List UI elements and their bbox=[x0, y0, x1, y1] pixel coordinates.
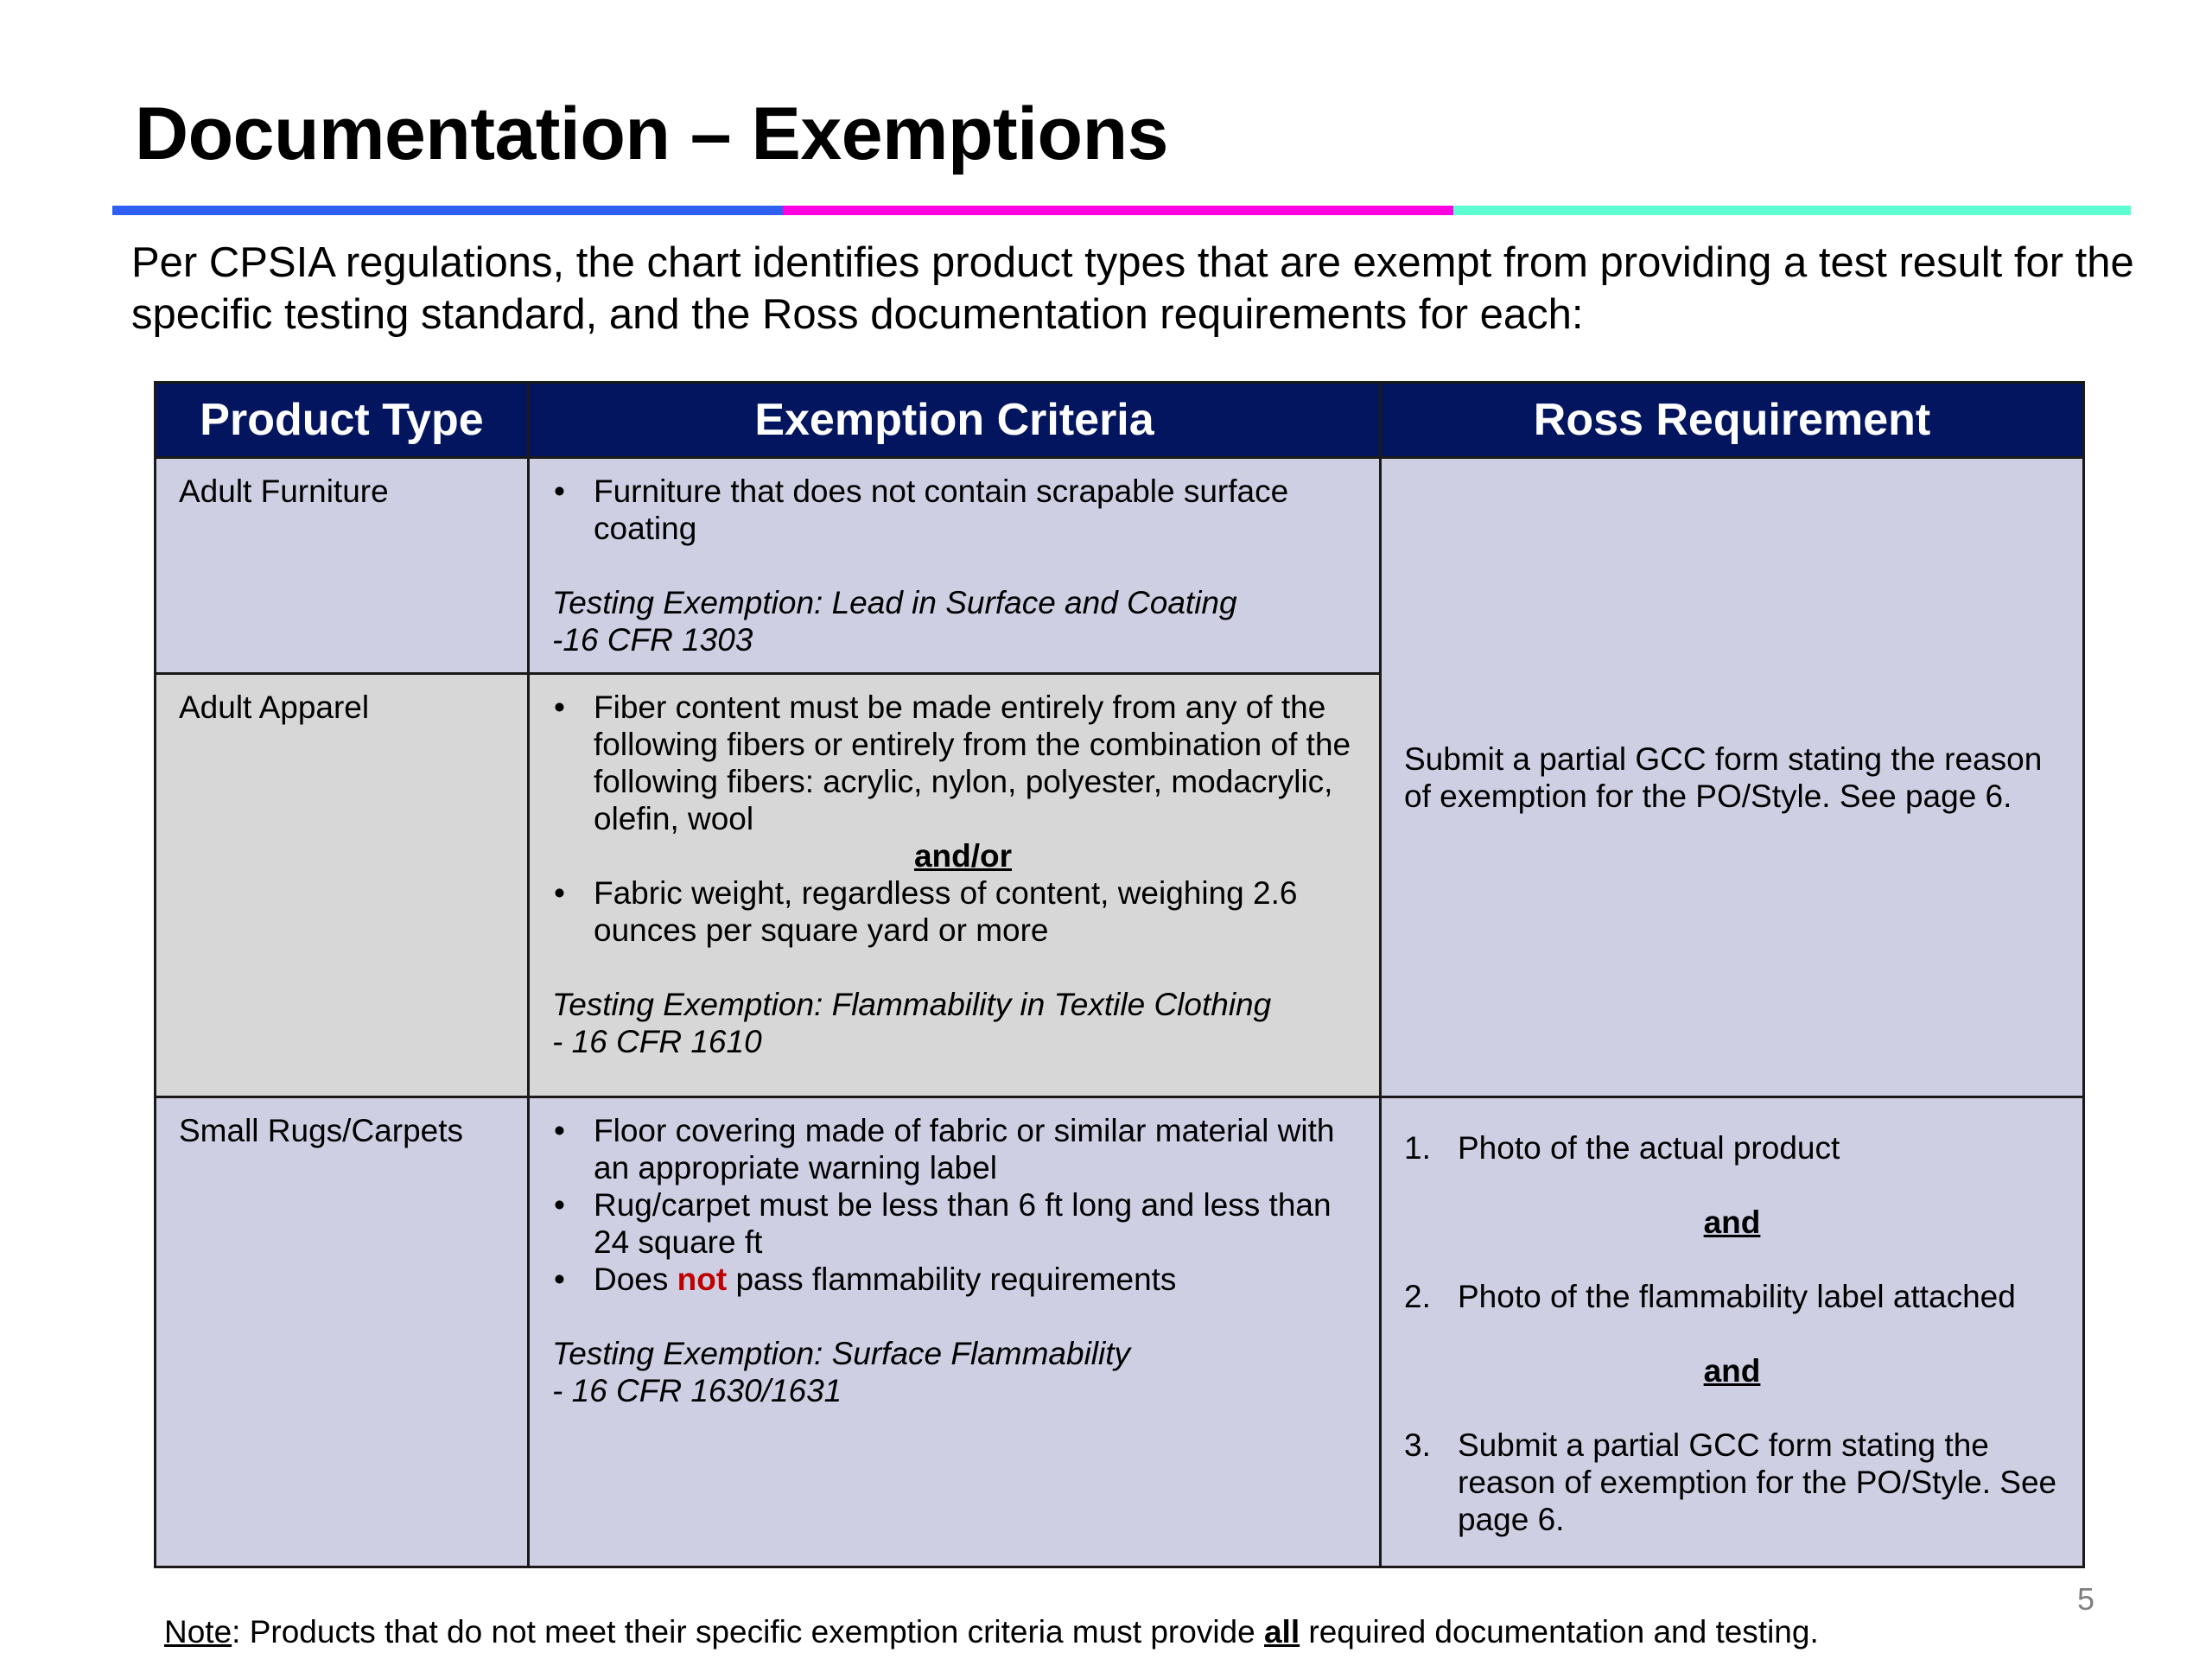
note-emphasis: all bbox=[1263, 1614, 1300, 1649]
requirement-cell bbox=[1381, 458, 2084, 1097]
criteria-list bbox=[552, 1112, 1357, 1298]
criteria-item: • Does not pass flammability requirements bbox=[554, 1262, 1177, 1297]
bullet-icon: • bbox=[554, 690, 565, 725]
bullet-icon: • bbox=[554, 1187, 565, 1223]
testing-exemption: Testing Exemption: Surface Flammability - 16 CFR 1630/1631 bbox=[552, 1336, 1131, 1408]
intro-paragraph: Per CPSIA regulations, the chart identifies product types that are exempt from providing a test result for the specific testing standard, and the Ross documentation requirements for each: bbox=[131, 239, 2134, 338]
criteria-item: • Furniture that does not contain scrapable surface coating bbox=[554, 474, 1289, 546]
criteria-list bbox=[552, 689, 1357, 837]
criteria-cell bbox=[529, 1097, 1381, 1567]
title-rule-blue bbox=[112, 206, 783, 215]
bullet-icon: • bbox=[554, 474, 565, 509]
product-type-cell: Adult Furniture bbox=[156, 458, 529, 674]
step-connector: and bbox=[1703, 1205, 1761, 1240]
requirement-step: 1. Photo of the actual product bbox=[1404, 1130, 1840, 1166]
requirement-text: Submit a partial GCC form stating the reason of exemption for the PO/Style. See page 6. bbox=[1404, 741, 2043, 814]
criteria-cell bbox=[529, 458, 1381, 674]
product-type-cell: Adult Apparel bbox=[156, 674, 529, 1097]
criteria-list bbox=[552, 874, 1357, 949]
header-product-type: Product Type bbox=[156, 383, 529, 458]
bullet-icon: • bbox=[554, 1113, 565, 1148]
note-label: Note bbox=[164, 1614, 232, 1649]
note-text-end: required documentation and testing. bbox=[1300, 1614, 1819, 1649]
criteria-list bbox=[552, 473, 1357, 547]
title-rule-mint bbox=[1453, 206, 2131, 215]
requirement-steps bbox=[1404, 1129, 2060, 1166]
requirement-steps bbox=[1404, 1427, 2060, 1538]
table-row bbox=[156, 1097, 2084, 1567]
criteria-item: • Fabric weight, regardless of content, weighing 2.6 ounces per square yard or more bbox=[554, 875, 1298, 948]
testing-exemption: Testing Exemption: Lead in Surface and Coating -16 CFR 1303 bbox=[552, 585, 1237, 658]
criteria-item: • Fiber content must be made entirely from any of the following fibers or entirely from the combination of the following fibers: acrylic, nylon, polyester, modacrylic, olefin, wool bbox=[554, 690, 1351, 836]
table-header-row bbox=[156, 383, 2084, 458]
product-type-cell: Small Rugs/Carpets bbox=[156, 1097, 529, 1567]
header-exemption-criteria: Exemption Criteria bbox=[529, 383, 1381, 458]
page-title: Documentation – Exemptions bbox=[135, 92, 1168, 175]
footnote bbox=[164, 1614, 1819, 1650]
bullet-icon: • bbox=[554, 1262, 565, 1297]
step-connector: and bbox=[1703, 1353, 1761, 1389]
requirement-cell bbox=[1381, 1097, 2084, 1567]
criteria-cell bbox=[529, 674, 1381, 1097]
table-row bbox=[156, 458, 2084, 674]
header-ross-requirement: Ross Requirement bbox=[1381, 383, 2084, 458]
exemptions-table bbox=[154, 381, 2085, 1568]
title-rule-magenta bbox=[783, 206, 1453, 215]
bullet-icon: • bbox=[554, 875, 565, 911]
testing-exemption: Testing Exemption: Flammability in Textile Clothing - 16 CFR 1610 bbox=[552, 987, 1272, 1059]
note-text: : Products that do not meet their specific exemption criteria must provide bbox=[232, 1614, 1264, 1649]
emphasis-not: not bbox=[677, 1262, 728, 1297]
page-number: 5 bbox=[2077, 1581, 2095, 1617]
requirement-step: 3. Submit a partial GCC form stating the reason of exemption for the PO/Style. See page 6. bbox=[1404, 1427, 2057, 1537]
criteria-item: • Rug/carpet must be less than 6 ft long and less than 24 square ft bbox=[554, 1187, 1332, 1260]
requirement-step: 2. Photo of the flammability label attached bbox=[1404, 1279, 2016, 1314]
criteria-item: • Floor covering made of fabric or similar material with an appropriate warning label bbox=[554, 1113, 1335, 1185]
criteria-connector: and/or bbox=[913, 838, 1013, 874]
requirement-steps bbox=[1404, 1278, 2060, 1315]
